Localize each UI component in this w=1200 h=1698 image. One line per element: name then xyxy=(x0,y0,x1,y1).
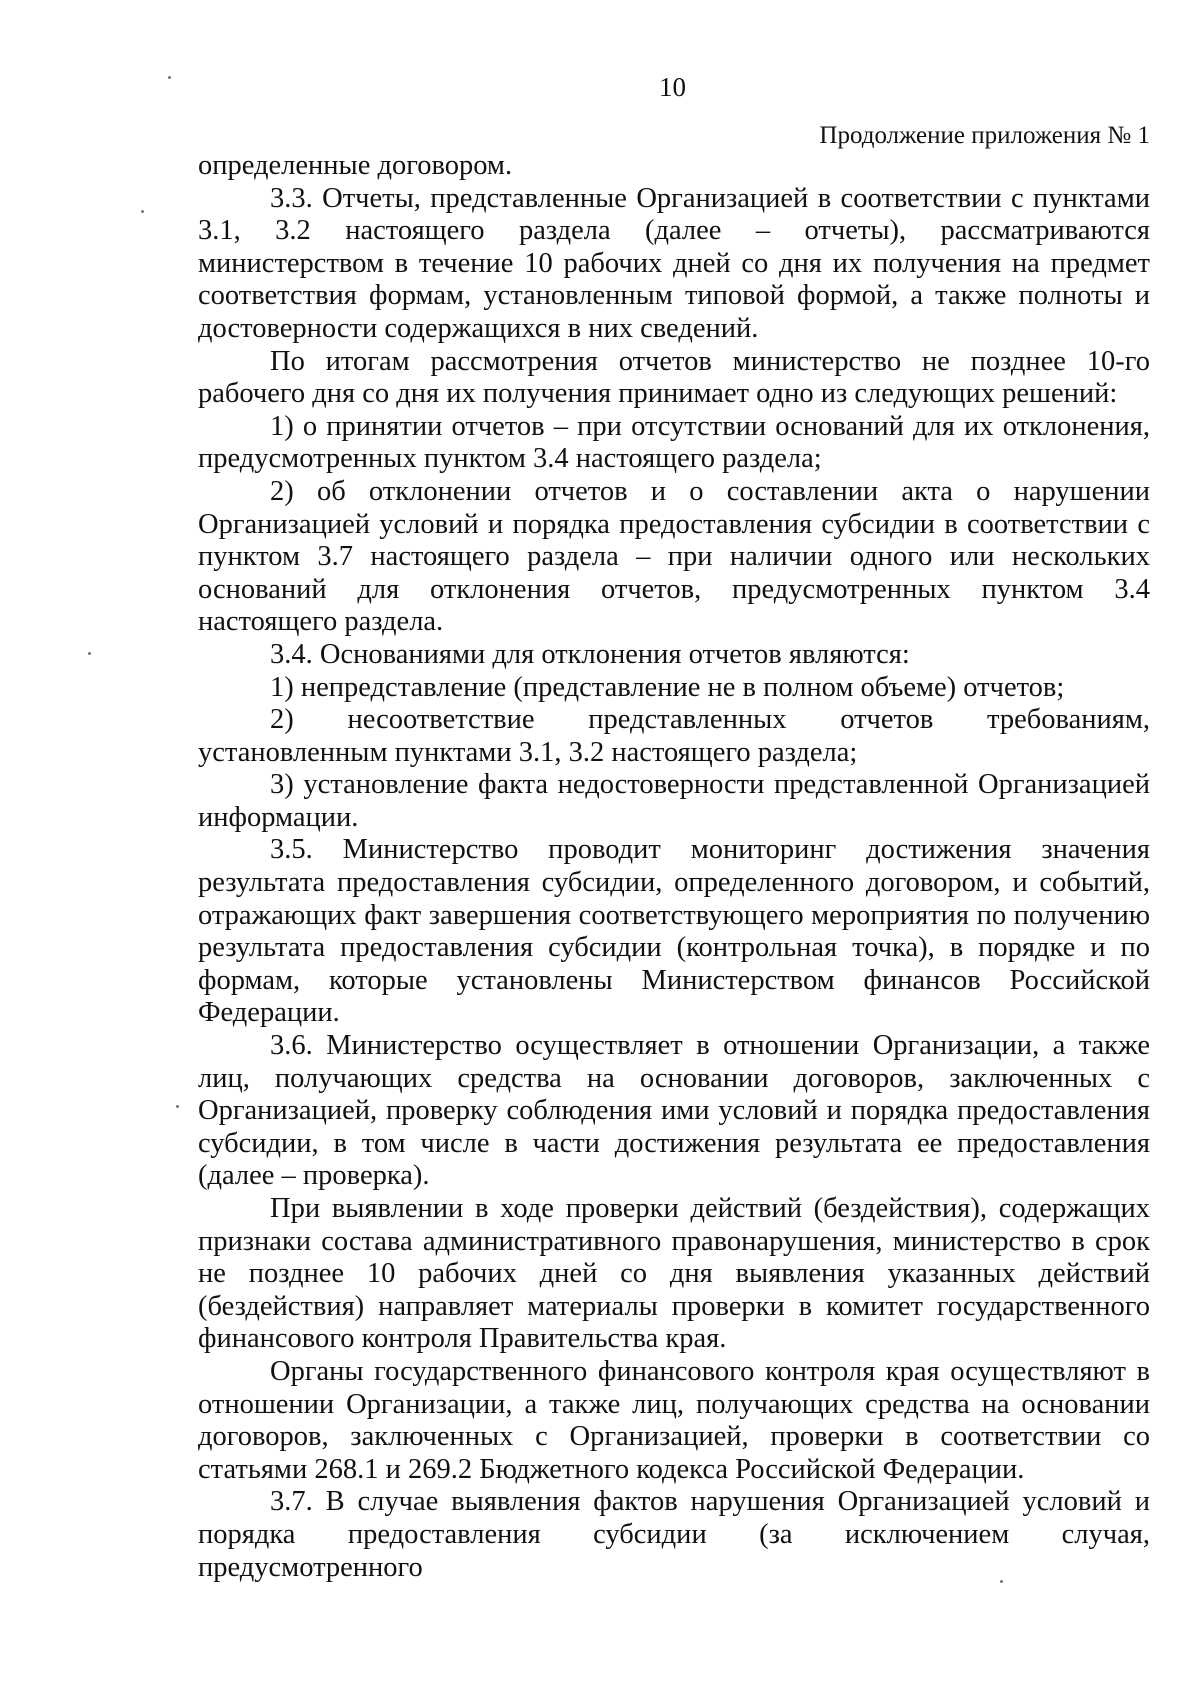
paragraph: 3.4. Основаниями для отклонения отчетов являются: xyxy=(270,638,910,670)
paragraph: 3.7. В случае выявления фактов нарушения Организацией условий и порядка предоставления субсидии (за исключением случая, предусмотренного xyxy=(198,1486,1150,1583)
list-item: 2) об отклонении отчетов и о составлении акта о нарушении Организацией условий и порядка предоставления субсидии в соответствии с пунктом 3.7 настоящего раздела – при наличии одного или нескольких оснований для отклонения отчетов, предусмотренных пунктом 3.4 настоящего раздела. xyxy=(198,475,1150,638)
paragraph: 3.6. Министерство осуществляет в отношении Организации, а также лиц, получающих средства на основании договоров, заключенных с Организацией, проверку соблюдения ими условий и порядка предоставления субсидии, в том числе в части достижения результата ее предоставления (далее – проверка). xyxy=(198,1030,1150,1192)
paragraph: Органы государственного финансового контроля края осуществляют в отношении Организации, а также лиц, получающих средства на основании договоров, заключенных с Организацией, проверки в соответствии со статьями 268.1 и 269.2 Бюджетного кодекса Российской Федерации. xyxy=(198,1355,1150,1485)
paragraph: 3.3. Отчеты, представленные Организацией в соответствии с пунктами 3.1, 3.2 настоящего раздела (далее – отчеты), рассматриваются министерством в течение 10 рабочих дней со дня их получения на предмет соответствия формам, установленным типовой формой, а также полноты и достоверности содержащихся в них сведений. xyxy=(198,182,1150,344)
document-body xyxy=(198,150,1150,1584)
scan-speck xyxy=(88,652,91,655)
annex-continuation-note: Продолжение приложения № 1 xyxy=(819,122,1150,149)
list-item: 3) установление факта недостоверности представленной Организацией информации. xyxy=(198,769,1150,833)
list-item: 1) непредставление (представление не в полном объеме) отчетов; xyxy=(270,671,1065,703)
scan-speck xyxy=(1000,1580,1003,1583)
paragraph: По итогам рассмотрения отчетов министерство не позднее 10-го рабочего дня со дня их получения принимает одно из следующих решений: xyxy=(198,345,1150,410)
paragraph: определенные договором. xyxy=(198,150,513,181)
scan-speck xyxy=(176,1105,179,1108)
paragraph: 3.5. Министерство проводит мониторинг достижения значения результата предоставления субсидии, определенного договором, и событий, отражающих факт завершения соответствующего мероприятия по получению результата предоставления субсидии (контрольная точка), в порядке и по формам, которые установлены Министерством финансов Российской Федерации. xyxy=(198,834,1150,1029)
paragraph: При выявлении в ходе проверки действий (бездействия), содержащих признаки состава административного правонарушения, министерство в срок не позднее 10 рабочих дней со дня выявления указанных действий (бездействия) направляет материалы проверки в комитет государственного финансового контроля Правительства края. xyxy=(198,1193,1150,1355)
scan-speck xyxy=(141,210,144,213)
scan-speck xyxy=(168,76,171,79)
list-item: 2) несоответствие представленных отчетов требованиям, установленным пунктами 3.1, 3.2 настоящего раздела; xyxy=(198,704,1150,768)
page-number: 10 xyxy=(659,72,686,102)
list-item: 1) о принятии отчетов – при отсутствии оснований для их отклонения, предусмотренных пунктом 3.4 настоящего раздела; xyxy=(198,410,1150,475)
